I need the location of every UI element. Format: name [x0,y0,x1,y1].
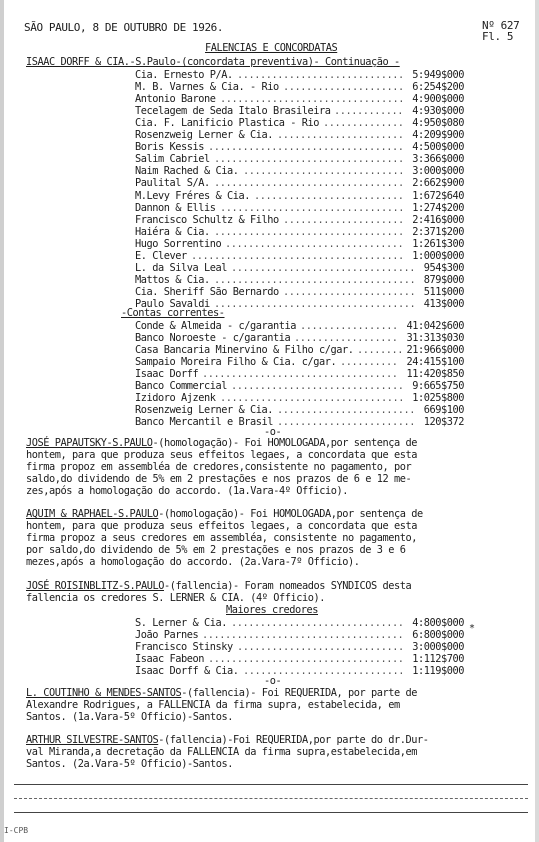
case1-account-leader: ................................ [220,391,404,404]
case4-creditor-name: Francisco Stinsky [135,640,233,653]
case3-line: AQUIM & RAPHAEL-S.PAULO-(homologação)- Foi HOMOLOGADA,por sentença de [26,508,423,520]
case1-account-amount: 9:665$750 [412,379,464,392]
case1-creditor-name: E. Clever [135,249,187,262]
case1-account-leader: .................. [294,331,398,344]
contas-correntes-title: -Contas correntes- [121,307,225,319]
case1-creditor-leader: ..................... [283,81,404,94]
case1-creditor-leader: ................................... [214,273,416,286]
case1-account-amount: 11:420$850 [406,367,464,380]
case3-line: firma propoz a seus credores em assembléa, consistente no pagamento, [26,531,417,544]
case1-creditor-leader: ................................. [214,225,404,238]
case1-creditor-amount: 1:000$000 [412,249,464,262]
case1-account-amount: 120$372 [423,415,464,428]
case1-creditor-name: L. da Silva Leal [135,261,227,274]
case1-account-amount: 669$100 [423,403,464,416]
case1-creditor-leader: ............................... [225,237,404,250]
case5-line: Alexandre Rodrigues, a FALLENCIA da firma supra, estabelecida, em [26,698,400,711]
case1-creditor-leader: ................................ [220,93,404,106]
case1-creditor-amount: 4:950$080 [412,117,464,130]
case4-creditor-name: Isaac Dorff & Cia. [135,664,239,677]
separator-mark-2: -o- [264,675,282,687]
case4-creditor-amount: 6:800$000 [412,628,464,641]
case1-account-leader: ........................ [277,415,415,428]
case1-creditor-leader: ....................... [283,285,416,298]
separator-mark: -o- [264,426,282,438]
case1-account-name: Conde & Almeida - c/garantia [135,320,296,332]
case1-creditor-leader: .......................... [254,189,404,202]
case1-creditor-name: M.Levy Fréres & Cia. [135,189,250,202]
case1-creditor-amount: 3:366$000 [412,153,464,166]
case1-creditor-leader: ................................... [214,297,416,310]
case1-account-name: Rosenzweig Lerner & Cia. [135,403,273,416]
case1-creditor-amount: 954$300 [423,261,464,274]
case6-line: ARTHUR SILVESTRE-SANTOS-(fallencia)-Foi REQUERIDA,por parte do dr.Dur- [26,734,429,746]
case2-line: firma propoz em assembléa de credores,consistente no pagamento, por [26,460,412,473]
case1-account-leader: ........ [357,343,403,356]
bottom-rule-2 [14,798,528,799]
margin-mark-icon: * [469,623,476,634]
case1-creditor-leader: ............ [334,105,403,118]
case1-creditor-name: M. B. Varnes & Cia. - Rio [135,81,279,94]
case1-account-name: Casa Bancaria Minervino & Filho c/gar. [135,343,354,356]
case2-line: saldo,do dividendo de 5% em 2 prestações e nos prazos de 6 e 12 me- [26,472,412,485]
case6-lead-name: ARTHUR SILVESTRE-SANTOS [26,734,159,746]
case1-creditor-name: Antonio Barone [135,93,216,106]
case4-creditor-leader: .................................. [208,652,404,665]
case1-creditor-amount: 2:662$900 [412,177,464,190]
case1-account-leader: ........................ [277,403,415,416]
case3-line: por saldo,do dividendo de 5% em 2 prestações e nos prazos de 3 e 6 [26,543,406,556]
case1-creditor-name: Hugo Sorrentino [135,237,222,250]
case1-creditor-name: Paulo Savaldi [135,297,210,310]
case1-creditor-leader: ............................. [237,69,404,81]
case3-lead-name: AQUIM & RAPHAEL-S.PAULO [26,508,159,520]
case1-creditor-amount: 3:000$000 [412,165,464,178]
case4-creditor-name: João Parnes [135,628,199,641]
case1-account-amount: 31:313$030 [406,331,464,344]
case1-creditor-name: Boris Kessis [135,141,204,154]
footer-note: I-CPB [4,826,29,835]
case1-account-leader: .......... [340,355,398,368]
case1-creditor-leader: ............................ [243,165,404,178]
case1-creditor-name: Rosenzweig Lerner & Cia. [135,129,273,142]
case5-line: Santos. (1a.Vara-5º Officio)-Santos. [26,710,233,723]
case1-creditor-amount: 879$000 [423,273,464,286]
case1-account-amount: 21:966$000 [406,343,464,356]
bottom-rule-1 [14,784,528,785]
case1-creditor-amount: 1:672$640 [412,189,464,202]
case1-account-name: Banco Mercantil e Brasil [135,415,273,428]
case1-creditor-name: Haiéra & Cia. [135,225,210,238]
case2-lead-name: JOSÉ PAPAUTSKY-S.PAULO [26,437,153,449]
bottom-rule-3 [14,812,528,813]
case2-line: JOSÉ PAPAUTSKY-S.PAULO-(homologação)- Foi HOMOLOGADA,por sentença de [26,437,417,449]
case4-creditor-leader: ............................. [237,640,404,653]
case4-creditor-leader: ............................ [243,664,404,677]
right-page-edge [535,0,539,842]
case4-line: JOSÉ ROISINBLITZ-S.PAULO-(fallencia)- Foram nomeados SYNDICOS desta [26,580,412,592]
case4-creditor-name: S. Lerner & Cia. [135,617,227,629]
case4-lead-name: JOSÉ ROISINBLITZ-S.PAULO [26,580,164,592]
sheet-number: Fl. 5 [482,30,514,43]
case1-creditor-name: Mattos & Cia. [135,273,210,286]
case1-creditor-name: Tecelagem de Seda Italo Brasileira [135,105,331,118]
case1-creditor-amount: 6:254$200 [412,81,464,94]
case6-line: Santos. (2a.Vara-5º Officio)-Santos. [26,757,233,770]
case1-creditor-name: Francisco Schultz & Filho [135,213,279,226]
case1-account-name: Banco Noroeste - c/garantia [135,331,291,344]
case1-creditor-leader: ................................ [220,201,404,214]
case1-creditor-name: Naim Rached & Cia. [135,165,239,178]
case1-account-amount: 41:042$600 [406,320,464,332]
case1-creditor-name: Paulital S/A. [135,177,210,190]
case4-creditor-leader: .............................. [231,617,404,629]
case3-line: hontem, para que produza seus effeitos legaes, a concordata que esta [26,519,417,532]
maiores-credores-title: Maiores credores [226,604,318,616]
case1-creditor-amount: 4:900$000 [412,93,464,106]
case1-creditor-amount: 4:500$000 [412,141,464,154]
case1-creditor-leader: .................................. [208,141,404,154]
case5-line: L. COUTINHO & MENDES-SANTOS-(fallencia)- Foi REQUERIDA, por parte de [26,687,417,699]
case4-line: fallencia os credores S. LERNER & CIA. (4º Officio). [26,591,325,604]
case1-account-name: Izidoro Ajzenk [135,391,216,404]
case1-creditor-amount: 413$000 [423,297,464,310]
case1-creditor-name: Dannon & Ellis [135,201,216,214]
case1-account-name: Isaac Dorff [135,367,199,380]
case3-line: mezes,após a homologação do accordo. (2a.Vara-7º Officio). [26,555,360,568]
case1-creditor-leader: ..................... [283,213,404,226]
bulletin-number: Nº 627 [482,19,520,32]
case4-creditor-leader: ................................... [202,628,404,641]
case1-creditor-name: Cia. Ernesto P/A. [135,69,233,81]
case1-creditor-name: Cia. Sheriff São Bernardo [135,285,279,298]
case1-creditor-name: Cia. F. Lanificio Plastica - Rio [135,117,319,130]
case2-line: zes,após a homologação do accordo. (1a.Vara-4º Officio). [26,484,348,497]
case1-creditor-leader: ...................... [277,129,404,142]
case2-line: hontem, para que produza seus effeitos legaes, a concordata que esta [26,448,417,461]
case1-creditor-leader: .............. [323,117,404,130]
case1-creditor-amount: 1:274$200 [412,201,464,214]
case4-creditor-amount: 4:800$000 [412,617,464,629]
case1-creditor-amount: 1:261$300 [412,237,464,250]
case1-creditor-leader: ..................................... [191,249,404,262]
case-title-isaac-dorff: ISAAC DORFF & CIA.-S.Paulo-(concordata preventiva)- Continuação - [26,56,400,68]
case4-creditor-name: Isaac Fabeon [135,652,204,665]
case1-account-leader: .................................. [202,367,398,380]
case5-lead-name: L. COUTINHO & MENDES-SANTOS [26,687,182,699]
case1-creditor-amount: 4:209$900 [412,129,464,142]
case1-creditor-leader: ................................. [214,153,404,166]
case4-creditor-amount: 1:119$000 [412,664,464,677]
case1-account-name: Sampaio Moreira Filho & Cia. c/gar. [135,355,337,368]
left-page-edge [0,0,4,842]
case1-creditor-amount: 511$000 [423,285,464,298]
case4-creditor-amount: 3:000$000 [412,640,464,653]
case1-account-leader: .............................. [231,379,404,392]
case1-creditor-name: Salim Cabriel [135,153,210,166]
case1-creditor-leader: ................................ [231,261,415,274]
case1-account-amount: 1:025$800 [412,391,464,404]
case6-line: val Miranda,a decretação da FALLENCIA da firma supra,estabelecida,em [26,745,417,758]
case1-account-name: Banco Commercial [135,379,227,392]
case1-creditor-amount: 2:416$000 [412,213,464,226]
place-date: SÃO PAULO, 8 DE OUTUBRO DE 1926. [24,21,224,34]
case1-account-amount: 24:415$100 [406,355,464,368]
case1-creditor-amount: 4:930$000 [412,105,464,118]
case1-account-leader: ................. [300,320,398,332]
case1-creditor-amount: 5:949$000 [412,69,464,81]
case1-creditor-amount: 2:371$200 [412,225,464,238]
case4-creditor-amount: 1:112$700 [412,652,464,665]
section-title: FALENCIAS E CONCORDATAS [205,42,338,54]
case1-creditor-leader: ................................. [214,177,404,190]
